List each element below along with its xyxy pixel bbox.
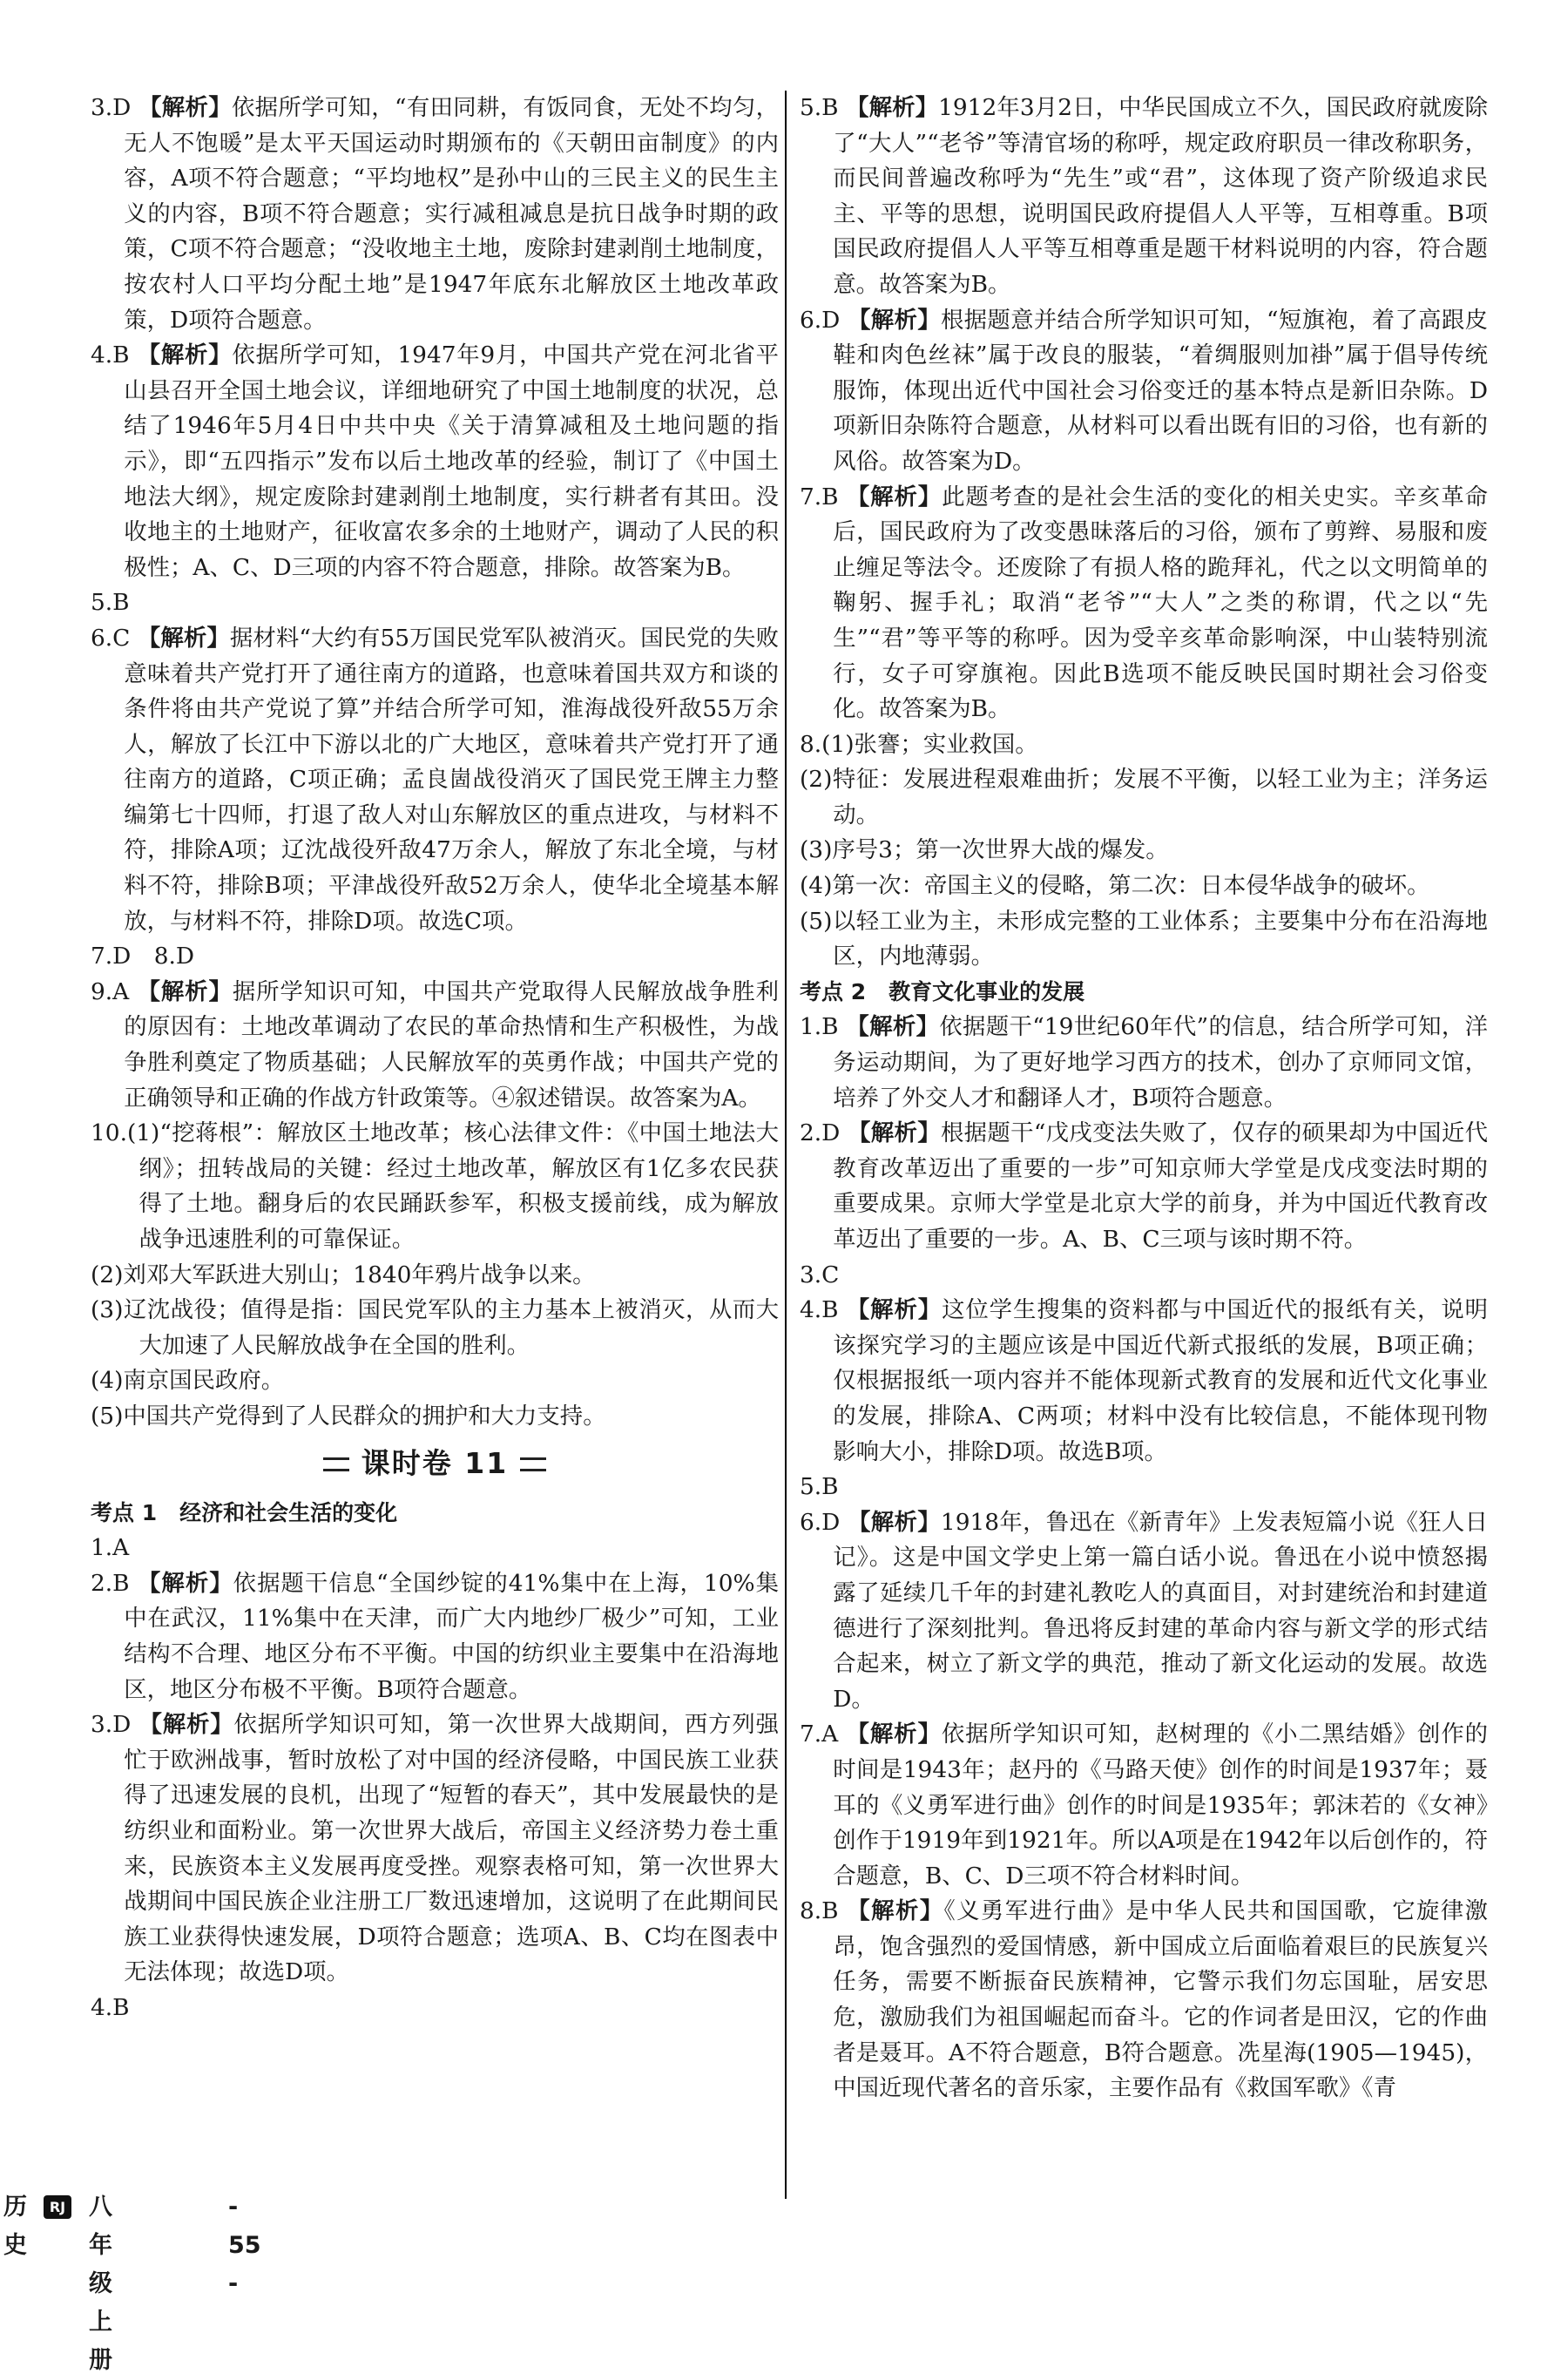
grade-label: 八年级上册 bbox=[89, 2194, 112, 2374]
answer-item: 6.C 【解析】据材料“大约有55万国民党军队被消灭。国民党的失败意味着共产党打开了通往南方的道路，也意味着国共双方和谈的条件将由共产党说了算”并结合所学可知，淮海战役歼敌55万余人，解放了长江中下游以北的广大地区，意味着共产党打开了通往南方的道路，C项正确；孟良崮战役消灭了国民党王牌主力整编第七十四师，打退了敌人对山东解放区的重点进攻，与材料不符，排除A项；辽沈战役歼敌47万余人，解放了东北全境，与材料不符，排除B项；平津战役歼敌52万余人，使华北全境基本解放，与材料不符，排除D项。故选C项。 bbox=[91, 624, 779, 935]
answer-subitem: (3)序号3；第一次世界大战的爆发。 bbox=[800, 836, 1169, 864]
title-bars-right bbox=[520, 1457, 546, 1471]
answer-item: 8.B 【解析】《义勇军进行曲》是中华人民共和国国歌，它旋律激昂，饱含强烈的爱国情感，新中国成立后面临着艰巨的民族复兴任务，需要不断振奋民族精神，它警示我们勿忘国耻，居安思危，激励我们为祖国崛起而奋斗。它的作词者是田汉，它的作曲者是聂耳。A不符合题意，B符合题意。冼星海(1905—1945)，中国近现代著名的音乐家，主要作品有《救国军歌》《青 bbox=[800, 1897, 1488, 2102]
answer-item: 6.D 【解析】根据题意并结合所学知识可知，“短旗袍，着了高跟皮鞋和肉色丝袜”属于改良的服装，“着绸服则加褂”属于倡导传统服饰，体现出近代中国社会习俗变迁的基本特点是新旧杂陈。D项新旧杂陈符合题意，从材料可以看出既有旧的习俗，也有新的风俗。故答案为D。 bbox=[800, 306, 1488, 475]
answer-item: 7.A 【解析】依据所学知识可知，赵树理的《小二黑结婚》创作的时间是1943年；赵丹的《马路天使》创作的时间是1937年；聂耳的《义勇军进行曲》创作的时间是1935年；郭沫若的《女神》创作于1919年到1921年。所以A项是在1942年以后创作的，符合题意，B、C、D三项不符合材料时间。 bbox=[800, 1721, 1488, 1890]
answer-item: 2.D 【解析】根据题干“戊戌变法失败了，仅存的硕果却为中国近代教育改革迈出了重要的一步”可知京师大学堂是戊戌变法时期的重要成果。京师大学堂是北京大学的前身，并为中国近代教育改革迈出了重要的一步。A、B、C三项与该时期不符。 bbox=[800, 1119, 1488, 1253]
answer-item: 7.D 8.D bbox=[91, 943, 195, 970]
answer-item: 3.D 【解析】依据所学可知，“有田同耕，有饭同食，无处不均匀，无人不饱暖”是太平天国运动时期颁布的《天朝田亩制度》的内容，A项不符合题意；“平均地权”是孙中山的三民主义的民生主义的内容，B项不符合题意；实行减租减息是抗日战争时期的政策，C项不符合题意；“没收地主土地，废除封建剥削土地制度，按农村人口平均分配土地”是1947年底东北解放区土地改革政策，D项符合题意。 bbox=[91, 94, 779, 334]
answer-item: 4.B 【解析】这位学生搜集的资料都与中国近代的报纸有关，说明该探究学习的主题应该是中国近代新式报纸的发展，B项正确；仅根据报纸一项内容并不能体现新式教育的发展和近代文化事业的发展，排除A、C两项；材料中没有比较信息，不能体现刊物影响大小，排除D项。故选B项。 bbox=[800, 1296, 1488, 1465]
answer-item: 1.A bbox=[91, 1534, 130, 1562]
answer-subitem: (5)中国共产党得到了人民群众的拥护和大力支持。 bbox=[91, 1402, 606, 1430]
answer-subitem: (4)第一次：帝国主义的侵略，第二次：日本侵华战争的破坏。 bbox=[800, 872, 1430, 900]
answer-subitem: (2)特征：发展进程艰难曲折；发展不平衡，以轻工业为主；洋务运动。 bbox=[800, 766, 1488, 828]
right-column bbox=[800, 91, 1488, 2181]
answer-subitem: (2)刘邓大军跃进大别山；1840年鸦片战争以来。 bbox=[91, 1261, 596, 1288]
page-number: - 55 - bbox=[228, 2194, 261, 2297]
title-bars-left bbox=[323, 1457, 349, 1471]
answer-item: 10.(1)“挖蒋根”：解放区土地改革；核心法律文件：《中国土地法大纲》；扭转战局的关键：经过土地改革，解放区有1亿多农民获得了土地。翻身后的农民踊跃参军，积极支援前线，成为解放战争迅速胜利的可靠保证。 bbox=[91, 1119, 779, 1253]
left-column bbox=[91, 91, 779, 2181]
answer-item: 5.B bbox=[91, 589, 130, 617]
answer-item: 4.B 【解析】依据所学可知，1947年9月，中国共产党在河北省平山县召开全国土地会议，详细地研究了中国土地制度的状况，总结了1946年5月4日中共中央《关于清算减租及土地问题的指示》，即“五四指示”发布以后土地改革的经验，制订了《中国土地法大纲》，规定废除封建剥削土地制度，实行耕者有其田。没收地主的土地财产，征收富农多余的土地财产，调动了人民的积极性；A、C、D三项的内容不符合题意，排除。故答案为B。 bbox=[91, 341, 779, 581]
subject-label: 历史 bbox=[3, 2194, 27, 2259]
column-divider bbox=[785, 91, 787, 2199]
answer-item: 7.B 【解析】此题考查的是社会生活的变化的相关史实。辛亥革命后，国民政府为了改变愚昧落后的习俗，颁布了剪辫、易服和废止缠足等法令。还废除了有损人格的跪拜礼，代之以文明简单的鞠躬、握手礼；取消“老爷”“大人”之类的称谓，代之以“先生”“君”等平等的称呼。因为受辛亥革命影响深，中山装特别流行，女子可穿旗袍。因此B选项不能反映民国时期社会习俗变化。故答案为B。 bbox=[800, 483, 1488, 723]
edition-badge: RJ bbox=[44, 2195, 71, 2219]
answer-subitem: (5)以轻工业为主，未形成完整的工业体系；主要集中分布在沿海地区，内地薄弱。 bbox=[800, 907, 1488, 970]
answer-item: 4.B bbox=[91, 1993, 130, 2021]
answer-item: 5.B 【解析】1912年3月2日，中华民国成立不久，国民政府就废除了“大人”“老爷”等清官场的称呼，规定政府职员一律改称职务，而民间普遍改称呼为“先生”或“君”，这体现了资产阶级追求民主、平等的思想，说明国民政府提倡人人平等，互相尊重。B项国民政府提倡人人平等互相尊重是题干材料说明的内容，符合题意。故答案为B。 bbox=[800, 94, 1488, 298]
lesson-title: 课时卷 11 bbox=[91, 1444, 779, 1484]
answer-item: 3.C bbox=[800, 1261, 840, 1288]
section-heading: 考点 1 经济和社会生活的变化 bbox=[91, 1499, 398, 1525]
answer-item: 5.B bbox=[800, 1473, 839, 1501]
answer-item: 3.D 【解析】依据所学知识可知，第一次世界大战期间，西方列强忙于欧洲战事，暂时放松了对中国的经济侵略，中国民族工业获得了迅速发展的良机，出现了“短暂的春天”，其中发展最快的是纺织业和面粉业。第一次世界大战后，帝国主义经济势力卷土重来，民族资本主义发展再度受挫。观察表格可知，第一次世界大战期间中国民族企业注册工厂数迅速增加，这说明了在此期间民族工业获得快速发展，D项符合题意；选项A、B、C均在图表中无法体现；故选D项。 bbox=[91, 1711, 779, 1986]
answer-subitem: (4)南京国民政府。 bbox=[91, 1367, 285, 1395]
answer-item: 2.B 【解析】依据题干信息“全国纱锭的41%集中在上海，10%集中在武汉，11%集中在天津，而广大内地纱厂极少”可知，工业结构不合理、地区分布不平衡。中国的纺织业主要集中在沿海地区，地区分布极不平衡。B项符合题意。 bbox=[91, 1569, 779, 1703]
answer-item: 9.A 【解析】据所学知识可知，中国共产党取得人民解放战争胜利的原因有：土地改革调动了农民的革命热情和生产积极性，为战争胜利奠定了物质基础；人民解放军的英勇作战；中国共产党的正确领导和正确的作战方针政策等。④叙述错误。故答案为A。 bbox=[91, 977, 779, 1112]
answer-item: 8.(1)张謇；实业救国。 bbox=[800, 730, 1038, 758]
answer-item: 1.B 【解析】依据题干“19世纪60年代”的信息，结合所学可知，洋务运动期间，为了更好地学习西方的技术，创办了京师同文馆，培养了外交人才和翻译人才，B项符合题意。 bbox=[800, 1013, 1488, 1112]
answer-subitem: (3)辽沈战役；值得是指：国民党军队的主力基本上被消灭，从而大大加速了人民解放战争在全国的胜利。 bbox=[91, 1296, 779, 1359]
section-heading: 考点 2 教育文化事业的发展 bbox=[800, 978, 1085, 1004]
answer-item: 6.D 【解析】1918年，鲁迅在《新青年》上发表短篇小说《狂人日记》。这是中国文学史上第一篇白话小说。鲁迅在小说中愤怒揭露了延续几千年的封建礼教吃人的真面目，对封建统治和封建道德进行了深刻批判。鲁迅将反封建的革命内容与新文学的形式结合起来，树立了新文学的典范，推动了新文化运动的发展。故选D。 bbox=[800, 1508, 1488, 1713]
